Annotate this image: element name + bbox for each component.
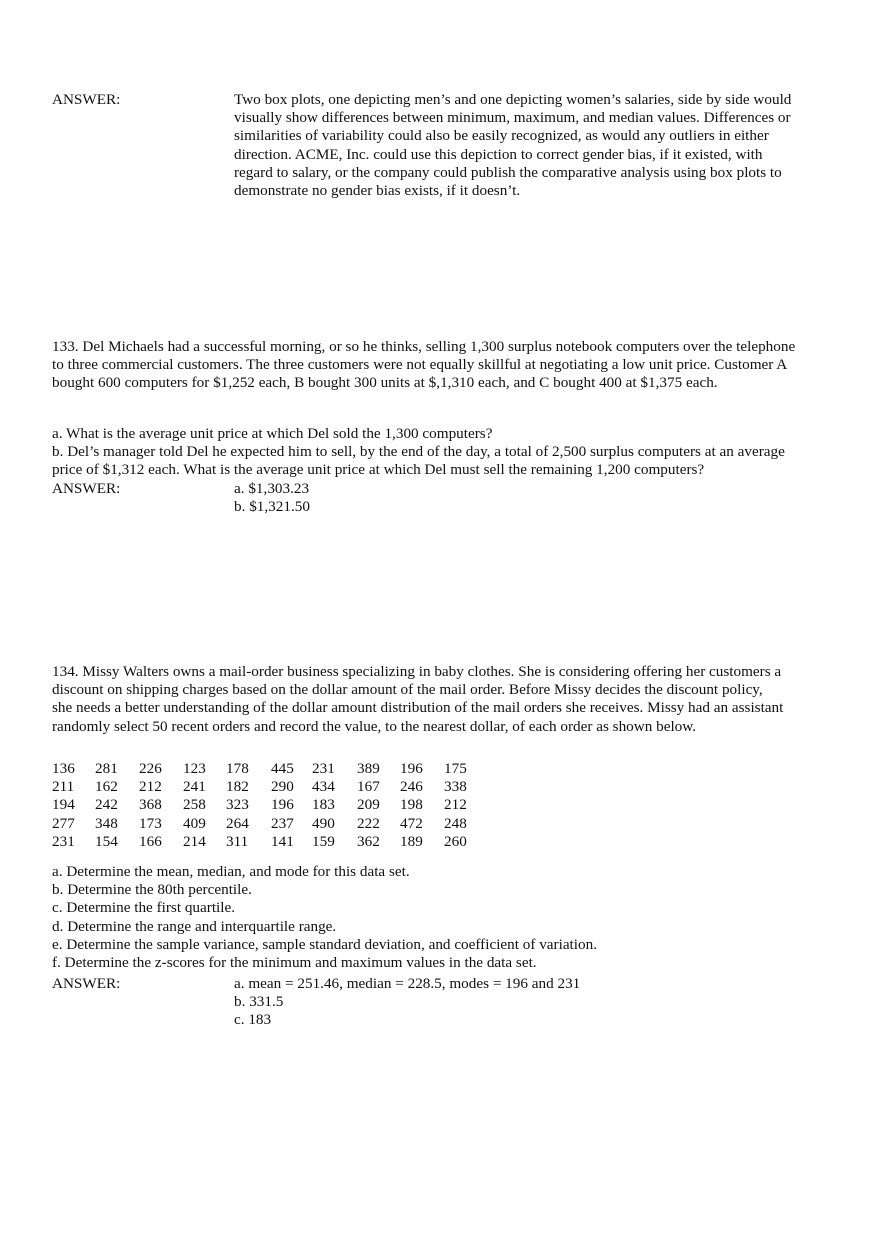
table-cell: 362 xyxy=(357,832,380,850)
table-cell: 226 xyxy=(139,760,162,777)
part-line: a. What is the average unit price at which Del sold the 1,300 computers? xyxy=(52,425,493,442)
answer-text-133 xyxy=(234,480,834,516)
stem-line: bought 600 computers for $1,252 each, B bought 300 units at $,1,310 each, and C bought 400 at $1,375 each. xyxy=(52,374,718,392)
table-cell: 159 xyxy=(312,832,335,850)
answer-line: similarities of variability could also be easily recognized, as would any outliers in either xyxy=(234,127,769,145)
answer-label-134: ANSWER: xyxy=(52,975,121,992)
table-row xyxy=(52,778,484,796)
answer-line: a. mean = 251.46, median = 228.5, modes = 196 and 231 xyxy=(234,975,581,992)
table-cell: 248 xyxy=(444,814,467,832)
table-cell: 173 xyxy=(139,814,162,832)
answer-line: visually show differences between minimum, maximum, and median values. Differences or xyxy=(234,109,791,127)
answer-line: Two box plots, one depicting men’s and one depicting women’s salaries, side by side would xyxy=(234,91,792,108)
table-cell: 214 xyxy=(183,832,206,850)
part-line: c. Determine the first quartile. xyxy=(52,899,236,917)
answer-line: demonstrate no gender bias exists, if it doesn’t. xyxy=(234,182,521,200)
table-cell: 178 xyxy=(226,760,249,777)
table-cell: 264 xyxy=(226,814,249,832)
table-cell: 434 xyxy=(312,778,335,796)
table-cell: 290 xyxy=(271,778,294,796)
part-line: b. Determine the 80th percentile. xyxy=(52,881,252,899)
part-line: d. Determine the range and interquartile range. xyxy=(52,917,337,935)
table-row xyxy=(52,760,484,778)
table-cell: 348 xyxy=(95,814,118,832)
table-cell: 472 xyxy=(400,814,423,832)
table-cell: 389 xyxy=(357,760,380,777)
answer-label-133: ANSWER: xyxy=(52,480,121,497)
table-cell: 277 xyxy=(52,814,75,832)
table-cell: 231 xyxy=(312,760,335,777)
table-row xyxy=(52,796,484,814)
table-cell: 222 xyxy=(357,814,380,832)
question-134-parts xyxy=(52,863,832,972)
stem-line: randomly select 50 recent orders and record the value, to the nearest dollar, of each order as shown below. xyxy=(52,717,697,735)
answer-line: b. 331.5 xyxy=(234,993,284,1011)
answer-line: direction. ACME, Inc. could use this depiction to correct gender bias, if it existed, with xyxy=(234,145,763,163)
answer-text-134 xyxy=(234,975,834,1030)
table-cell: 323 xyxy=(226,796,249,814)
question-133-parts xyxy=(52,425,832,480)
table-cell: 154 xyxy=(95,832,118,850)
table-cell: 123 xyxy=(183,760,206,777)
part-line: a. Determine the mean, median, and mode for this data set. xyxy=(52,863,410,880)
table-cell: 242 xyxy=(95,796,118,814)
part-line: f. Determine the z-scores for the minimum and maximum values in the data set. xyxy=(52,954,537,972)
table-cell: 368 xyxy=(139,796,162,814)
table-cell: 260 xyxy=(444,832,467,850)
table-cell: 162 xyxy=(95,778,118,796)
table-row xyxy=(52,815,484,833)
table-row xyxy=(52,833,484,851)
table-cell: 212 xyxy=(444,796,467,814)
answer-line: a. $1,303.23 xyxy=(234,480,310,497)
table-cell: 258 xyxy=(183,796,206,814)
part-line: b. Del’s manager told Del he expected him to sell, by the end of the day, a total of 2,500 surplus computers at an average xyxy=(52,443,785,461)
part-line: price of $1,312 each. What is the average unit price at which Del must sell the remaining 1,200 computers? xyxy=(52,461,705,479)
answer-label-prev: ANSWER: xyxy=(52,91,121,108)
table-cell: 231 xyxy=(52,832,75,850)
table-cell: 241 xyxy=(183,778,206,796)
table-cell: 196 xyxy=(271,796,294,814)
question-134-stem xyxy=(52,663,832,736)
table-cell: 182 xyxy=(226,778,249,796)
table-cell: 166 xyxy=(139,832,162,850)
table-cell: 445 xyxy=(271,760,294,777)
table-cell: 212 xyxy=(139,778,162,796)
table-cell: 237 xyxy=(271,814,294,832)
table-cell: 175 xyxy=(444,760,467,777)
table-cell: 281 xyxy=(95,760,118,777)
table-cell: 490 xyxy=(312,814,335,832)
table-cell: 311 xyxy=(226,832,249,850)
table-cell: 136 xyxy=(52,760,75,777)
question-133-stem xyxy=(52,338,832,393)
part-line: e. Determine the sample variance, sample standard deviation, and coefficient of variation. xyxy=(52,935,597,953)
table-cell: 211 xyxy=(52,778,75,796)
table-cell: 167 xyxy=(357,778,380,796)
answer-text-prev xyxy=(234,91,834,200)
order-values-table xyxy=(52,760,484,851)
stem-line: she needs a better understanding of the dollar amount distribution of the mail orders she receives. Missy had an assistant xyxy=(52,699,784,717)
answer-line: c. 183 xyxy=(234,1011,272,1029)
table-cell: 246 xyxy=(400,778,423,796)
stem-line: 133. Del Michaels had a successful morning, or so he thinks, selling 1,300 surplus notebook computers over the telephone xyxy=(52,338,796,355)
stem-line: discount on shipping charges based on the dollar amount of the mail order. Before Missy decides the discount policy, xyxy=(52,681,763,699)
table-cell: 198 xyxy=(400,796,423,814)
stem-line: to three commercial customers. The three customers were not equally skillful at negotiating a low unit price. Customer A xyxy=(52,356,788,374)
answer-line: b. $1,321.50 xyxy=(234,498,310,516)
table-cell: 189 xyxy=(400,832,423,850)
table-cell: 409 xyxy=(183,814,206,832)
data-table-wrapper xyxy=(52,760,484,851)
table-cell: 338 xyxy=(444,778,467,796)
table-cell: 209 xyxy=(357,796,380,814)
answer-line: regard to salary, or the company could publish the comparative analysis using box plots to xyxy=(234,163,782,181)
stem-line: 134. Missy Walters owns a mail-order business specializing in baby clothes. She is considering offering her customers a xyxy=(52,663,782,680)
table-cell: 194 xyxy=(52,796,75,814)
table-cell: 196 xyxy=(400,760,423,777)
table-cell: 141 xyxy=(271,832,294,850)
table-cell: 183 xyxy=(312,796,335,814)
